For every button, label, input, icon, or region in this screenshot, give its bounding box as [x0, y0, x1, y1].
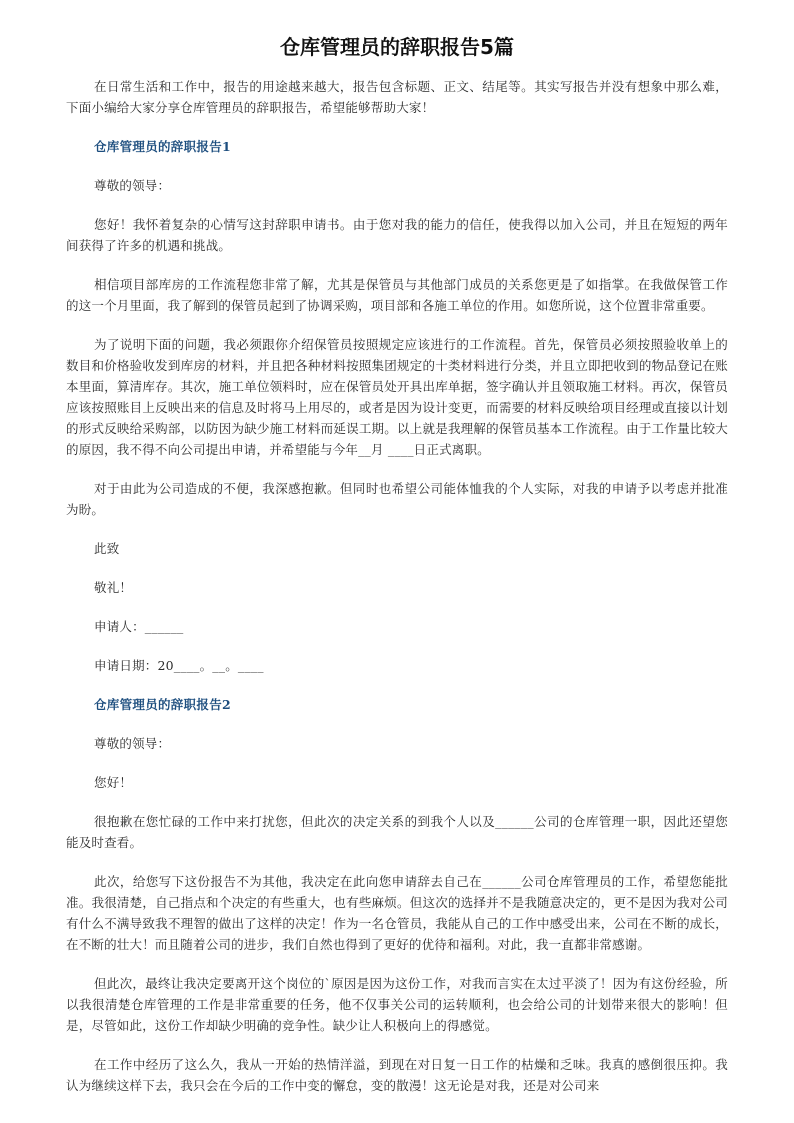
report-section-2 — [66, 694, 728, 1096]
document-body — [66, 76, 728, 1114]
paragraph: 很抱歉在您忙碌的工作中来打扰您，但此次的决定关系的到我个人以及______公司的仓库管理一职，因此还望您能及时查看。 — [66, 814, 728, 850]
paragraph: 此次，给您写下这份报告不为其他，我决定在此向您申请辞去自己在______公司仓库管理员的工作，希望您能批准。我很清楚，自己指点和个决定的有些重大，也有些麻烦。但这次的选择并不是我随意决定的，更不是因为我对公司有什么不满导致我不理智的做出了这样的决定！作为一名仓管员，我能从自己的工作中感受出来，公司在不断的成长，在不断的壮大！而且随着公司的进步，我们自然也得到了更好的优待和福利。对此，我一直都非常感谢。 — [66, 874, 728, 952]
greeting: 您好！ — [94, 775, 133, 790]
paragraph: 相信项目部库房的工作流程您非常了解，尤其是保管员与其他部门成员的关系您更是了如指掌。在我做保管工作的这一个月里面，我了解到的保管员起到了协调采购，项目部和各施工单位的作用。如您所说，这个位置非常重要。 — [66, 277, 728, 313]
section-heading: 仓库管理员的辞职报告1 — [94, 139, 231, 154]
closing-line: 敬礼！ — [94, 580, 133, 595]
salutation: 尊敬的领导： — [94, 736, 171, 751]
section-heading: 仓库管理员的辞职报告2 — [94, 697, 231, 712]
report-section-1 — [66, 136, 728, 676]
paragraph: 对于由此为公司造成的不便，我深感抱歉。但同时也希望公司能体恤我的个人实际，对我的申请予以考虑并批准为盼。 — [66, 481, 728, 517]
paragraph: 为了说明下面的问题，我必须跟你介绍保管员按照规定应该进行的工作流程。首先，保管员必须按照验收单上的数目和价格验收发到库房的材料，并且把各种材料按照集团规定的十类材料进行分类，并且立即把收到的物品登记在账本里面，算清库存。其次，施工单位领料时，应在保管员处开具出库单据，签字确认并且领取施工材料。再次，保管员应该按照账目上反映出来的信息及时将马上用尽的，或者是因为设计变更，而需要的材料反映给项目经理或直接以计划的形式反映给采购部，以防因为缺少施工材料而延误工期。以上就是我理解的保管员基本工作流程。由于工作量比较大的原因，我不得不向公司提出申请，并希望能与今年__月 ____日正式离职。 — [66, 337, 728, 457]
applicant-line: 申请人：______ — [94, 619, 184, 634]
salutation: 尊敬的领导： — [94, 178, 171, 193]
paragraph: 但此次，最终让我决定要离开这个岗位的`原因是因为这份工作，对我而言实在太过平淡了！因为有这份经验，所以我很清楚仓库管理的工作是非常重要的任务，他不仅事关公司的运转顺利，也会给公司的计划带来很大的影响！但是，尽管如此，这份工作却缺少明确的竞争性。缺少让人积极向上的得感觉。 — [66, 976, 728, 1033]
date-line: 申请日期：20____。__。____ — [94, 658, 264, 673]
paragraph: 在工作中经历了这么久，我从一开始的热情洋溢，到现在对日复一日工作的枯燥和乏味。我真的感倒很压抑。我认为继续这样下去，我只会在今后的工作中变的懈怠，变的散漫！这无论是对我，还是对公司来 — [66, 1057, 728, 1093]
page-title: 仓库管理员的辞职报告5篇 — [280, 35, 514, 59]
closing-line: 此致 — [94, 541, 120, 556]
intro-paragraph: 在日常生活和工作中，报告的用途越来越大，报告包含标题、正文、结尾等。其实写报告并没有想象中那么难，下面小编给大家分享仓库管理员的辞职报告，希望能够帮助大家！ — [66, 79, 728, 115]
paragraph: 您好！我怀着复杂的心情写这封辞职申请书。由于您对我的能力的信任，使我得以加入公司，并且在短短的两年间获得了许多的机遇和挑战。 — [66, 217, 728, 253]
